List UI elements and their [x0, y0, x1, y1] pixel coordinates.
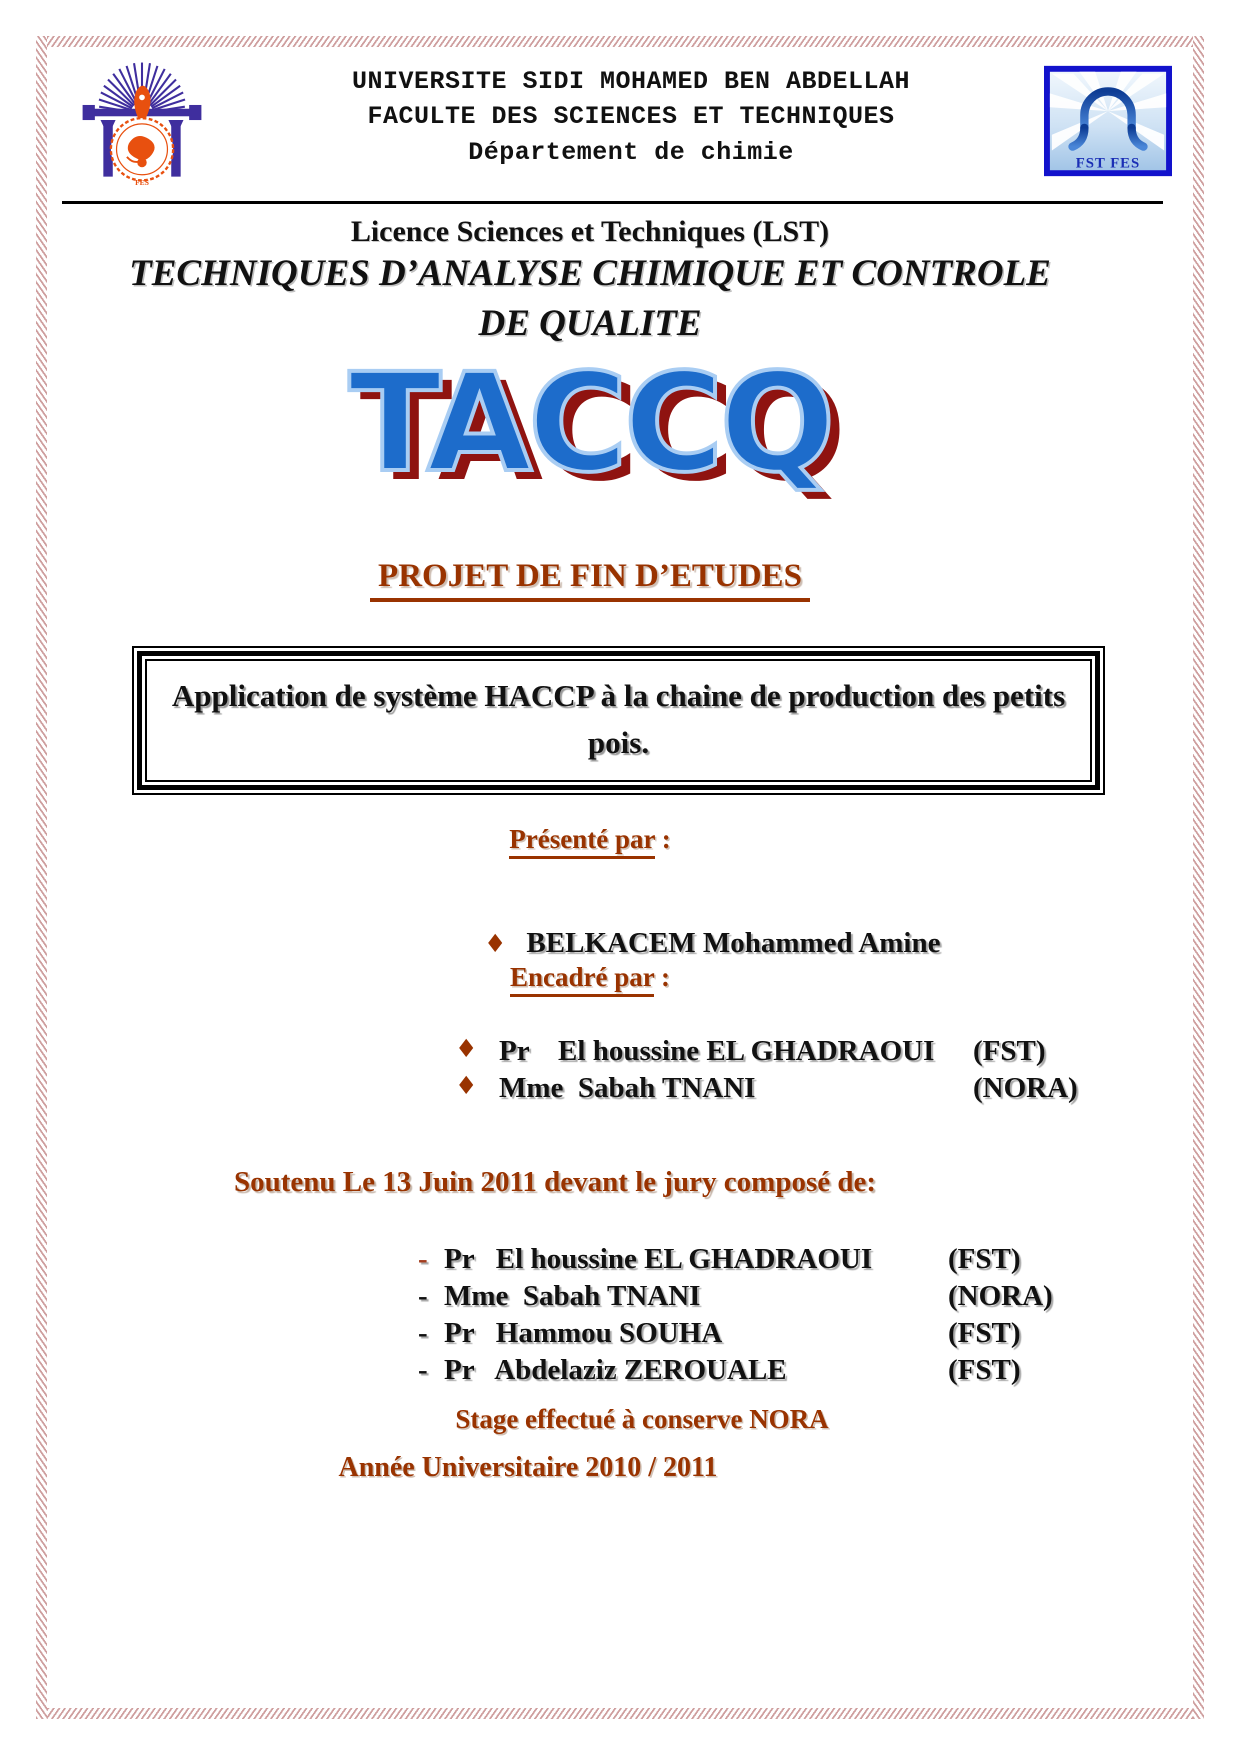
jury-dash: -: [418, 1317, 435, 1350]
program-specialty-line1: TECHNIQUES D’ANALYSE CHIMIQUE ET CONTROLE: [129, 253, 1051, 294]
program-specialty-line2: DE QUALITE: [478, 302, 702, 344]
supervisor-row: [455, 1070, 1078, 1107]
jury-member-affiliation: (NORA): [948, 1280, 1053, 1313]
program-degree: Licence Sciences et Techniques (LST): [350, 215, 830, 248]
academic-year: Année Universitaire 2010 / 2011: [338, 1452, 718, 1483]
stage-note: Stage effectué à conserve NORA: [455, 1404, 829, 1434]
department-name: Département de chimie: [468, 137, 794, 167]
header-divider: [62, 201, 1163, 204]
diamond-bullet-icon: ♦: [455, 1070, 478, 1100]
presented-by-label: Présenté par :: [40, 824, 1140, 855]
diamond-bullet-icon: ♦: [484, 929, 507, 958]
university-emblem-icon: [66, 55, 218, 187]
university-name: UNIVERSITE SIDI MOHAMED BEN ABDELLAH: [351, 66, 911, 96]
jury-member-name: Pr Hammou SOUHA: [444, 1317, 723, 1350]
supervisors-list: [455, 1033, 1078, 1106]
page-header: [66, 55, 1172, 187]
thesis-title-box: [132, 646, 1105, 795]
supervisor-name: Mme Sabah TNANI: [499, 1071, 756, 1104]
institution-heading: [218, 64, 1044, 171]
fst-fes-logo-icon: [1044, 65, 1172, 177]
decorative-frame-bottom: [36, 1708, 1204, 1719]
fst-logo-caption: FST FES: [1075, 155, 1141, 172]
faculty-name: FACULTE DES SCIENCES ET TECHNIQUES: [367, 102, 895, 132]
candidate-name: BELKACEM Mohammed Amine: [526, 927, 941, 959]
jury-row: [418, 1315, 1053, 1352]
jury-member-name: Mme Sabah TNANI: [444, 1280, 701, 1313]
project-heading: PROJET DE FIN D’ETUDES: [40, 558, 1140, 602]
jury-intro: Soutenu Le 13 Juin 2011 devant le jury composé de:: [233, 1166, 877, 1198]
taccq-wordmark: TACCQ: [348, 345, 832, 503]
diamond-bullet-icon: ♦: [455, 1034, 478, 1063]
program-heading: [40, 215, 1140, 349]
emblem-fes-caption: FES: [135, 178, 149, 187]
jury-dash: -: [418, 1354, 435, 1387]
decorative-frame-top: [36, 36, 1204, 47]
jury-row: [418, 1352, 1053, 1389]
jury-dash: -: [418, 1280, 435, 1313]
jury-member-name: Pr Abdelaziz ZEROUALE: [444, 1354, 787, 1387]
jury-member-affiliation: (FST): [948, 1317, 1021, 1350]
thesis-title: Application de système HACCP à la chaine de production des petits pois.: [171, 678, 1066, 760]
jury-member-name: Pr El houssine EL GHADRAOUI: [444, 1243, 873, 1275]
jury-dash: -: [418, 1243, 435, 1275]
jury-list: [418, 1241, 1053, 1389]
jury-member-affiliation: (FST): [948, 1243, 1021, 1275]
decorative-frame-right: [1193, 36, 1204, 1719]
supervisor-name: Pr El houssine EL GHADRAOUI: [499, 1035, 935, 1067]
jury-row: [418, 1278, 1053, 1315]
jury-row: [418, 1241, 1053, 1278]
supervisor-affiliation: (FST): [973, 1035, 1046, 1067]
jury-member-affiliation: (FST): [948, 1354, 1021, 1387]
supervisor-row: [455, 1033, 1078, 1070]
supervised-by-label: Encadré par :: [40, 962, 1140, 993]
supervisor-affiliation: (NORA): [973, 1071, 1078, 1104]
